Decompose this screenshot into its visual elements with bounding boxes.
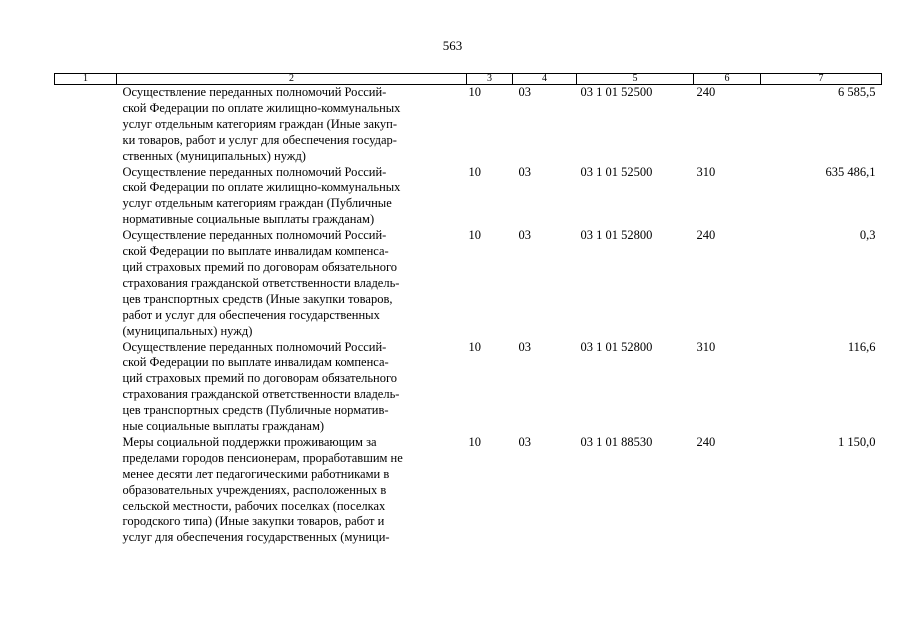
description-line: страхования гражданской ответственности владель- bbox=[122, 275, 400, 290]
amount-cell: 1 150,0 bbox=[838, 434, 876, 449]
description-line: Осуществление переданных полномочий Россий- bbox=[122, 228, 387, 243]
column-header-2: 2 bbox=[117, 74, 467, 85]
column-header-4: 4 bbox=[513, 74, 577, 85]
table-row bbox=[55, 435, 882, 546]
column-number-header-row bbox=[55, 74, 882, 85]
target-article-cell: 03 1 01 52800 bbox=[580, 228, 653, 243]
row-number-cell bbox=[55, 435, 117, 546]
description-line: ской Федерации по оплате жилищно-коммунальных bbox=[122, 100, 401, 115]
description-cell bbox=[117, 85, 467, 165]
description-line: нормативные социальные выплаты гражданам) bbox=[122, 212, 375, 227]
column-header-6: 6 bbox=[694, 74, 761, 85]
table-row bbox=[55, 85, 882, 165]
budget-table bbox=[54, 73, 882, 546]
description-line: ки товаров, работ и услуг для обеспечения государ- bbox=[122, 132, 397, 147]
target-article-cell: 03 1 01 52500 bbox=[580, 164, 653, 179]
expense-type-cell: 240 bbox=[696, 228, 716, 243]
description-line: услуг отдельным категориям граждан (Иные закуп- bbox=[122, 116, 398, 131]
target-article-cell: 03 1 01 52800 bbox=[580, 339, 653, 354]
description-line: ской Федерации по оплате жилищно-коммунальных bbox=[122, 180, 401, 195]
description-line: страхования гражданской ответственности владель- bbox=[122, 387, 400, 402]
description-line: ской Федерации по выплате инвалидам компенса- bbox=[122, 244, 389, 259]
target-article-cell: 03 1 01 88530 bbox=[580, 434, 653, 449]
subsection-cell: 03 bbox=[518, 228, 531, 243]
table-row bbox=[55, 165, 882, 229]
description-line: (муниципальных) нужд) bbox=[122, 323, 253, 338]
description-line: Осуществление переданных полномочий Россий- bbox=[122, 339, 387, 354]
description-line: менее десяти лет педагогическими работниками в bbox=[122, 466, 390, 481]
description-line: Осуществление переданных полномочий Россий- bbox=[122, 164, 387, 179]
description-line: ций страховых премий по договорам обязательного bbox=[122, 371, 398, 386]
description-line: Меры социальной поддержки проживающим за bbox=[122, 434, 377, 449]
expense-type-cell: 240 bbox=[696, 85, 716, 99]
description-line: Осуществление переданных полномочий Россий- bbox=[122, 85, 387, 99]
expense-type-cell: 310 bbox=[696, 339, 716, 354]
row-number-cell bbox=[55, 340, 117, 435]
page-number: 563 bbox=[442, 38, 463, 53]
description-line: работ и услуг для обеспечения государственных bbox=[122, 307, 380, 322]
target-article-cell: 03 1 01 52500 bbox=[580, 85, 653, 99]
column-header-7: 7 bbox=[761, 74, 882, 85]
description-line: ций страховых премий по договорам обязательного bbox=[122, 259, 398, 274]
column-header-1: 1 bbox=[55, 74, 117, 85]
subsection-cell: 03 bbox=[518, 434, 531, 449]
description-line: ственных (муниципальных) нужд) bbox=[122, 148, 306, 163]
description-cell bbox=[117, 435, 467, 546]
description-line: цев транспортных средств (Публичные норматив- bbox=[122, 403, 389, 418]
amount-cell: 0,3 bbox=[859, 228, 876, 243]
row-number-cell bbox=[55, 228, 117, 339]
column-header-5: 5 bbox=[577, 74, 694, 85]
amount-cell: 635 486,1 bbox=[825, 164, 876, 179]
table-row bbox=[55, 340, 882, 435]
description-line: ные социальные выплаты гражданам) bbox=[122, 419, 325, 434]
section-cell: 10 bbox=[468, 164, 481, 179]
column-header-3: 3 bbox=[467, 74, 513, 85]
description-line: услуг для обеспечения государственных (муници- bbox=[122, 530, 390, 545]
description-line: сельской местности, рабочих поселках (поселках bbox=[122, 498, 386, 513]
subsection-cell: 03 bbox=[518, 85, 531, 99]
amount-cell: 116,6 bbox=[847, 339, 876, 354]
subsection-cell: 03 bbox=[518, 339, 531, 354]
description-line: цев транспортных средств (Иные закупки товаров, bbox=[122, 291, 393, 306]
table-row bbox=[55, 228, 882, 339]
section-cell: 10 bbox=[468, 85, 481, 99]
row-number-cell bbox=[55, 165, 117, 229]
section-cell: 10 bbox=[468, 228, 481, 243]
description-line: городского типа) (Иные закупки товаров, работ и bbox=[122, 514, 385, 529]
section-cell: 10 bbox=[468, 434, 481, 449]
section-cell: 10 bbox=[468, 339, 481, 354]
description-cell bbox=[117, 165, 467, 229]
description-cell bbox=[117, 340, 467, 435]
subsection-cell: 03 bbox=[518, 164, 531, 179]
expense-type-cell: 240 bbox=[696, 434, 716, 449]
description-line: ской Федерации по выплате инвалидам компенса- bbox=[122, 355, 389, 370]
description-line: услуг отдельным категориям граждан (Публичные bbox=[122, 196, 392, 211]
expense-type-cell: 310 bbox=[696, 164, 716, 179]
description-cell bbox=[117, 228, 467, 339]
description-line: пределами городов пенсионерам, проработавшим не bbox=[122, 450, 403, 465]
amount-cell: 6 585,5 bbox=[838, 85, 876, 99]
row-number-cell bbox=[55, 85, 117, 165]
description-line: образовательных учреждениях, расположенных в bbox=[122, 482, 387, 497]
